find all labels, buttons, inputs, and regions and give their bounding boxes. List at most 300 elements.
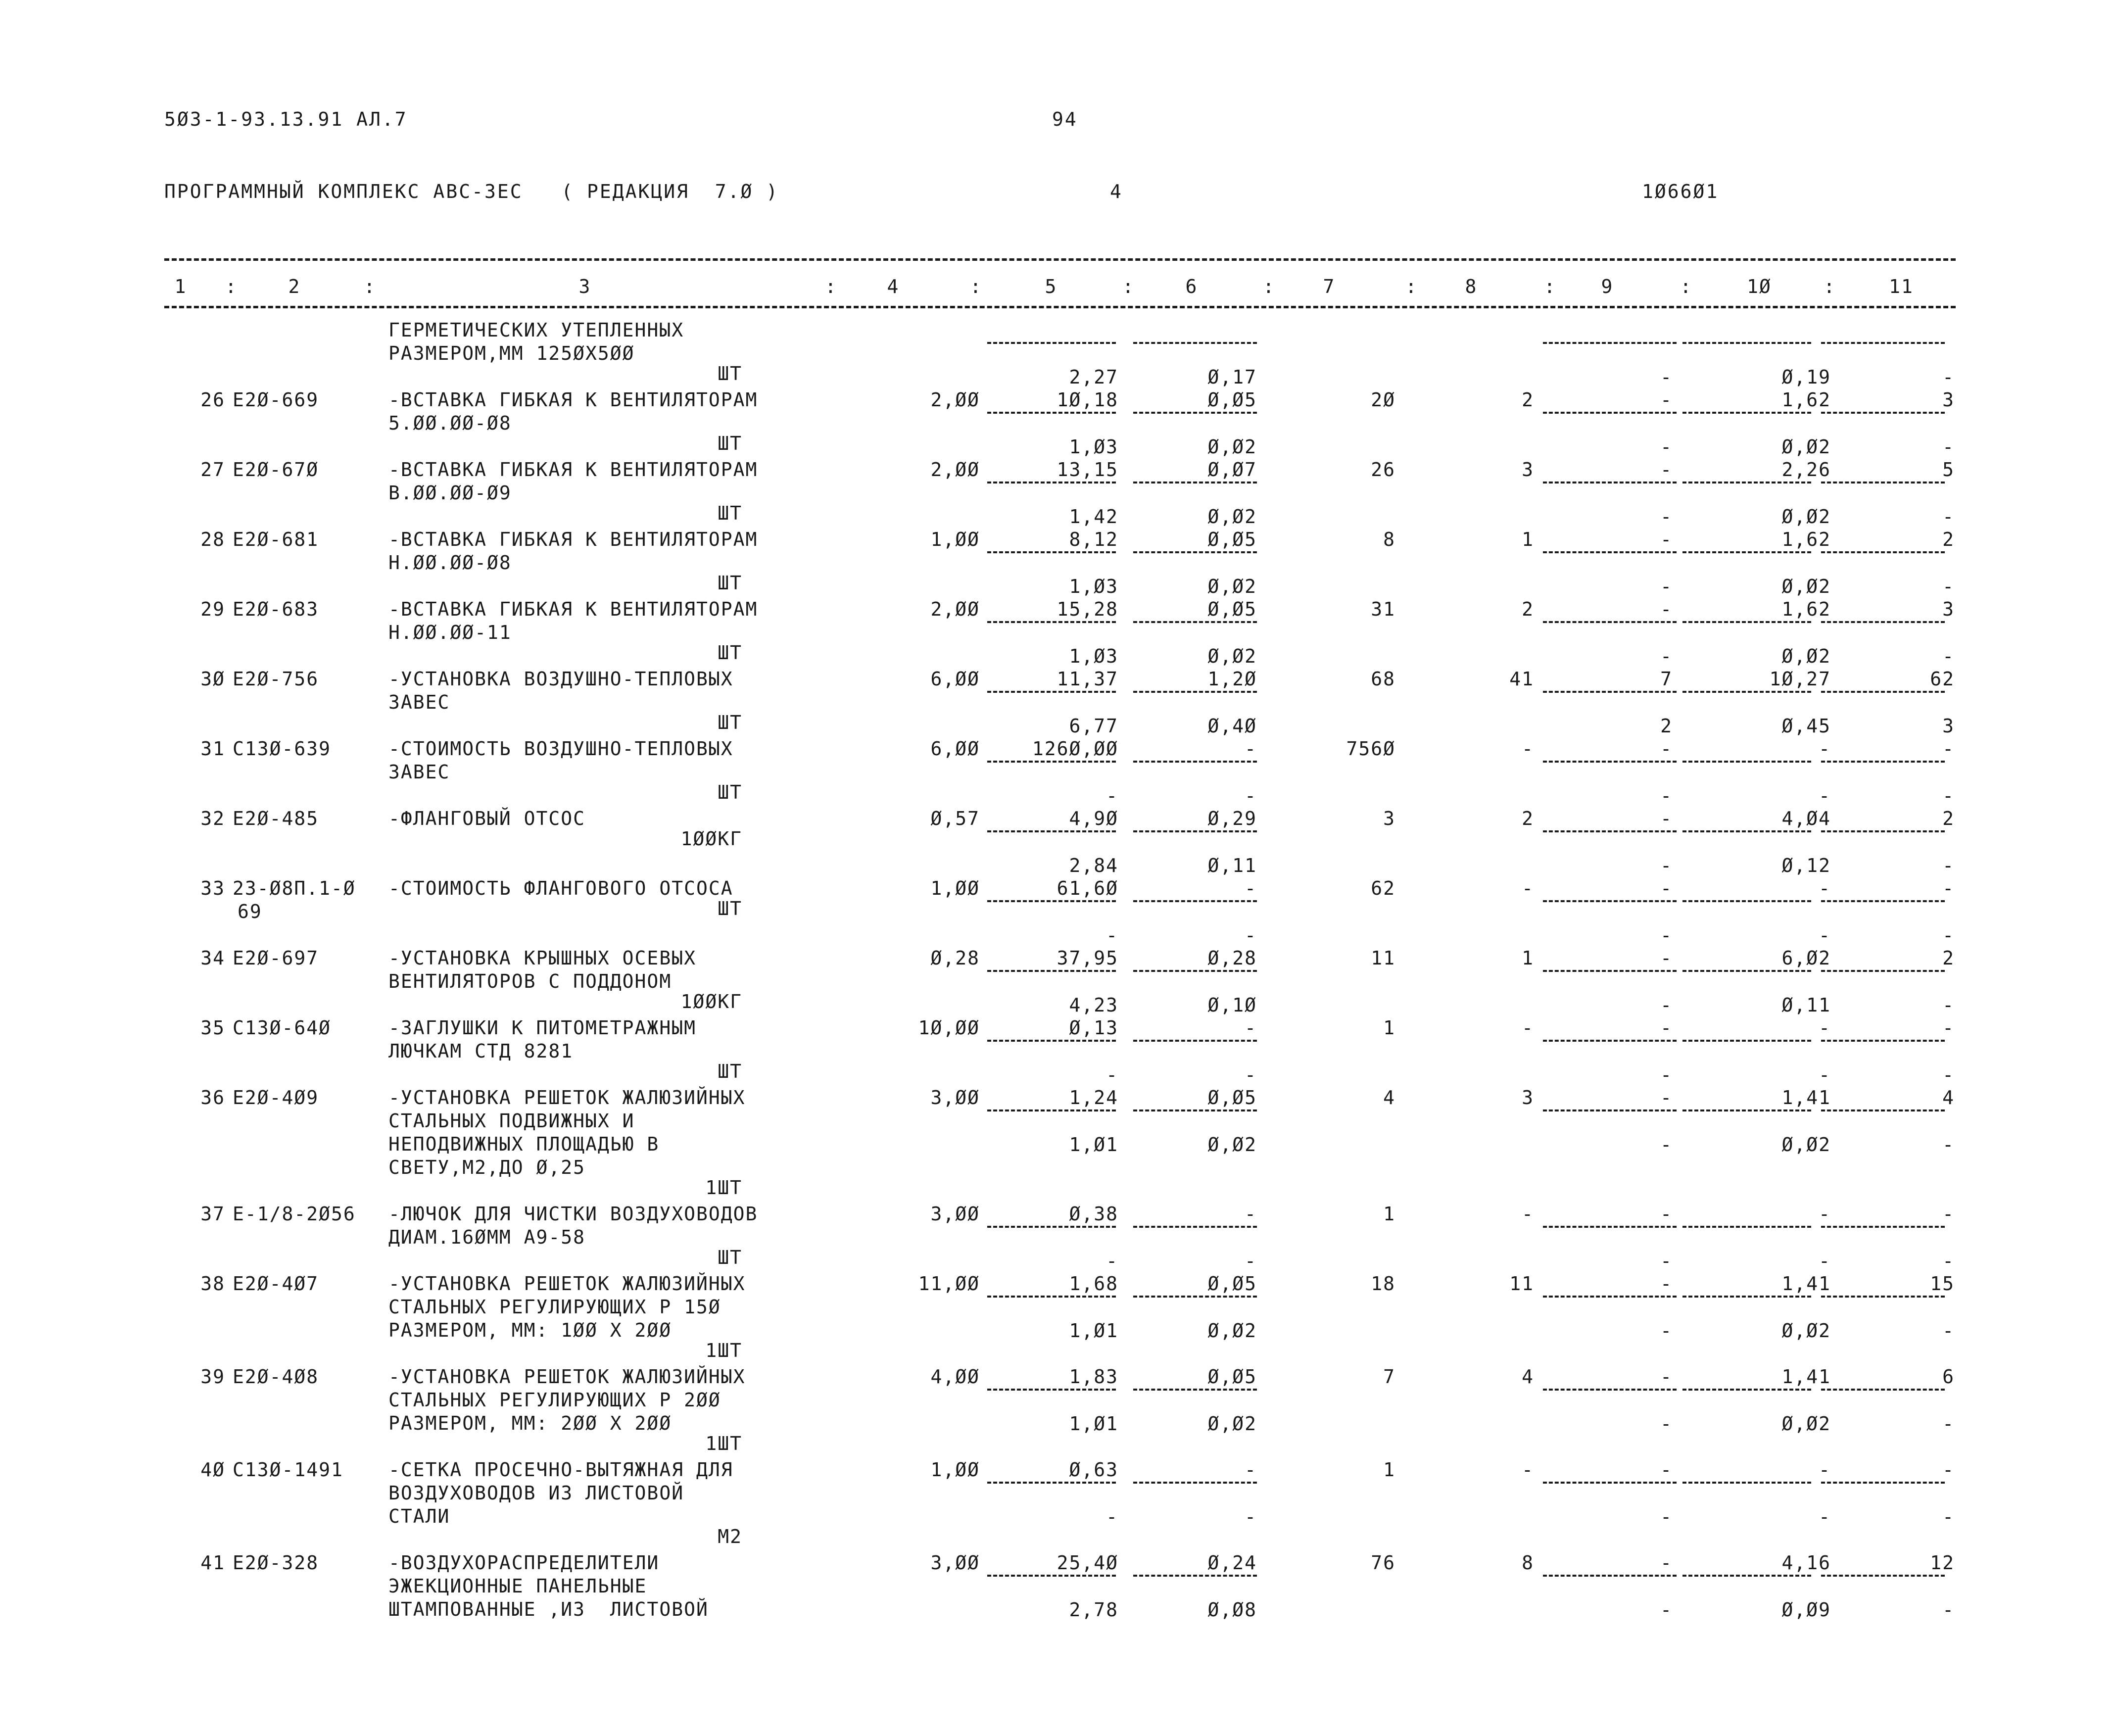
- row-number: 28: [200, 529, 225, 550]
- row-wage-cost-sub: Ø,Ø2: [1207, 645, 1257, 667]
- row-total-cost: 8: [1383, 529, 1395, 550]
- row-col9: -: [1660, 1017, 1673, 1039]
- row-total-wage: -: [1522, 877, 1534, 899]
- row-labour: -: [1819, 738, 1831, 760]
- row-total-wage: 4: [1522, 1366, 1534, 1388]
- row-unit: ШТ: [718, 363, 742, 385]
- row-unit-cost-sub: 1,Ø1: [1069, 1134, 1118, 1156]
- row-col9: -: [1660, 808, 1673, 829]
- row-col9: -: [1660, 598, 1673, 620]
- row-unit-cost-sub: 1,Ø1: [1069, 1413, 1118, 1435]
- row-unit-cost: 15,28: [1057, 598, 1118, 620]
- column-underline: [987, 342, 1116, 344]
- row-unit: ШТ: [718, 712, 742, 733]
- column-underline: [987, 551, 1116, 553]
- row-col11-sub: -: [1942, 924, 1955, 946]
- row-description-line: В.ØØ.ØØ-Ø9: [388, 482, 512, 504]
- row-code: Е2Ø-683: [233, 598, 319, 620]
- column-underline: [1821, 970, 1945, 972]
- column-header-7: 7: [1323, 276, 1336, 297]
- row-unit: 1ШТ: [705, 1340, 742, 1361]
- row-col11: 6: [1942, 1366, 1955, 1388]
- row-quantity: 2,ØØ: [930, 598, 980, 620]
- row-total-cost: 1: [1383, 1017, 1395, 1039]
- row-col11-sub: -: [1942, 506, 1955, 528]
- row-total-cost: 2Ø: [1371, 389, 1395, 411]
- row-number: 34: [200, 947, 225, 969]
- row-quantity: 1,ØØ: [930, 1459, 980, 1481]
- table-header-rule: [164, 306, 1956, 308]
- column-underline: [1821, 1226, 1945, 1228]
- row-total-wage: 3: [1522, 1087, 1534, 1109]
- column-underline: [1682, 691, 1811, 693]
- row-col9: -: [1660, 738, 1673, 760]
- column-header-11: 11: [1889, 276, 1914, 297]
- row-total-wage: -: [1522, 738, 1534, 760]
- row-total-wage: 1: [1522, 529, 1534, 550]
- row-unit-cost-sub: 1,Ø3: [1069, 645, 1118, 667]
- row-labour-sub: Ø,19: [1781, 366, 1831, 388]
- row-col11: 4: [1942, 1087, 1955, 1109]
- row-total-cost: 756Ø: [1346, 738, 1395, 760]
- row-col11-sub: -: [1942, 1064, 1955, 1086]
- column-underline: [1682, 1389, 1811, 1391]
- row-unit-cost-sub: 1,Ø3: [1069, 576, 1118, 597]
- row-code: Е2Ø-756: [233, 668, 319, 690]
- row-col11-sub: -: [1942, 785, 1955, 807]
- row-description-line: ЗАВЕС: [388, 761, 450, 783]
- row-wage-cost-sub: Ø,11: [1207, 855, 1257, 876]
- column-header-6: 6: [1185, 276, 1198, 297]
- row-wage-cost: Ø,Ø5: [1207, 1087, 1257, 1109]
- row-total-wage: 2: [1522, 389, 1534, 411]
- column-underline: [1821, 551, 1945, 553]
- row-number: 32: [200, 808, 225, 829]
- row-labour: 1,41: [1781, 1087, 1831, 1109]
- row-col11-sub: -: [1942, 1134, 1955, 1156]
- row-unit: 1ØØКГ: [680, 991, 742, 1013]
- row-col9-sub: -: [1660, 924, 1673, 946]
- column-underline: [1821, 482, 1945, 483]
- row-description-line: ГЕРМЕТИЧЕСКИХ УТЕПЛЕННЫХ: [388, 319, 684, 341]
- column-header-2: 2: [288, 276, 301, 297]
- column-separator: :: [1405, 276, 1418, 297]
- row-col9-sub: -: [1660, 1064, 1673, 1086]
- row-labour-sub: -: [1819, 1506, 1831, 1528]
- row-code: Е2Ø-681: [233, 529, 319, 550]
- row-total-cost: 3: [1383, 808, 1395, 829]
- row-total-cost: 7: [1383, 1366, 1395, 1388]
- row-description-line: -СЕТКА ПРОСЕЧНО-ВЫТЯЖНАЯ ДЛЯ: [388, 1459, 733, 1481]
- column-underline: [1821, 342, 1945, 344]
- row-unit: 1ØØКГ: [680, 828, 742, 850]
- row-description-line: -УСТАНОВКА РЕШЕТОК ЖАЛЮЗИЙНЫХ: [388, 1273, 746, 1295]
- row-quantity: 2,ØØ: [930, 389, 980, 411]
- column-underline: [987, 900, 1116, 902]
- row-wage-cost-sub: Ø,Ø2: [1207, 506, 1257, 528]
- row-col9: -: [1660, 1552, 1673, 1574]
- document-id: 1Ø66Ø1: [1642, 181, 1719, 202]
- row-total-cost: 31: [1371, 598, 1395, 620]
- column-underline: [1133, 691, 1257, 693]
- row-col9: -: [1660, 1273, 1673, 1295]
- row-number: 4Ø: [200, 1459, 225, 1481]
- row-col11: 5: [1942, 459, 1955, 481]
- row-wage-cost: Ø,29: [1207, 808, 1257, 829]
- column-underline: [987, 830, 1116, 832]
- row-unit-cost-sub: -: [1106, 785, 1118, 807]
- row-unit-cost: Ø,38: [1069, 1203, 1118, 1225]
- column-header-4: 4: [887, 276, 900, 297]
- row-description-line: СТАЛИ: [388, 1505, 450, 1527]
- row-col11: 3: [1942, 389, 1955, 411]
- column-underline: [1821, 691, 1945, 693]
- row-description-line: ЛЮЧКАМ СТД 8281: [388, 1040, 574, 1062]
- row-code: С13Ø-639: [233, 738, 332, 760]
- row-labour: -: [1819, 1017, 1831, 1039]
- column-underline: [1133, 830, 1257, 832]
- column-underline: [1682, 1482, 1811, 1484]
- row-unit-cost: 1,68: [1069, 1273, 1118, 1295]
- row-labour: -: [1819, 877, 1831, 899]
- row-unit-cost: 8,12: [1069, 529, 1118, 550]
- column-underline: [1682, 900, 1811, 902]
- column-underline: [1543, 691, 1677, 693]
- row-description-line: 5.ØØ.ØØ-Ø8: [388, 412, 512, 434]
- column-underline: [1821, 761, 1945, 763]
- row-col9-sub: -: [1660, 1599, 1673, 1621]
- row-unit-cost-sub: 2,78: [1069, 1599, 1118, 1621]
- row-col11: 2: [1942, 947, 1955, 969]
- row-labour: 1,41: [1781, 1273, 1831, 1295]
- row-description-line: ВЕНТИЛЯТОРОВ С ПОДДОНОМ: [388, 970, 672, 992]
- row-col11-sub: -: [1942, 576, 1955, 597]
- column-underline: [1543, 1226, 1677, 1228]
- row-code: Е-1/8-2Ø56: [233, 1203, 356, 1225]
- row-col11-sub: -: [1942, 994, 1955, 1016]
- row-unit-cost-sub: 1,42: [1069, 506, 1118, 528]
- row-total-wage: 3: [1522, 459, 1534, 481]
- column-underline: [987, 761, 1116, 763]
- column-underline: [1682, 1226, 1811, 1228]
- row-description-line: ЗАВЕС: [388, 691, 450, 713]
- row-unit: ШТ: [718, 898, 742, 919]
- row-number: 27: [200, 459, 225, 481]
- row-labour-sub: Ø,11: [1781, 994, 1831, 1016]
- row-quantity: 6,ØØ: [930, 668, 980, 690]
- column-underline: [1133, 761, 1257, 763]
- column-underline: [1682, 482, 1811, 483]
- row-description-line: СТАЛЬНЫХ ПОДВИЖНЫХ И: [388, 1110, 635, 1132]
- column-underline: [987, 970, 1116, 972]
- row-number: 29: [200, 598, 225, 620]
- row-unit-cost-sub: -: [1106, 924, 1118, 946]
- row-description-line: РАЗМЕРОМ,ММ 125ØХ5ØØ: [388, 342, 635, 364]
- column-underline: [1543, 761, 1677, 763]
- row-unit-cost: 13,15: [1057, 459, 1118, 481]
- row-wage-cost: -: [1245, 738, 1257, 760]
- row-wage-cost-sub: Ø,Ø2: [1207, 1413, 1257, 1435]
- row-col9: -: [1660, 877, 1673, 899]
- column-underline: [1682, 621, 1811, 623]
- row-labour: 1,62: [1781, 389, 1831, 411]
- row-quantity: 3,ØØ: [930, 1552, 980, 1574]
- row-unit-cost: 1Ø,18: [1057, 389, 1118, 411]
- column-underline: [987, 1296, 1116, 1298]
- row-number: 3Ø: [200, 668, 225, 690]
- column-underline: [1821, 1575, 1945, 1577]
- row-wage-cost: Ø,Ø7: [1207, 459, 1257, 481]
- row-description-line: РАЗМЕРОМ, ММ: 2ØØ Х 2ØØ: [388, 1412, 672, 1434]
- row-unit-cost: Ø,63: [1069, 1459, 1118, 1481]
- row-col11-sub: -: [1942, 366, 1955, 388]
- row-quantity: Ø,28: [930, 947, 980, 969]
- row-col9: -: [1660, 389, 1673, 411]
- row-code: С13Ø-1491: [233, 1459, 343, 1481]
- row-description-line: -ЛЮЧОК ДЛЯ ЧИСТКИ ВОЗДУХОВОДОВ: [388, 1203, 758, 1225]
- column-header-3: 3: [578, 276, 591, 297]
- row-col11: 3: [1942, 598, 1955, 620]
- row-labour-sub: Ø,Ø9: [1781, 1599, 1831, 1621]
- row-number: 26: [200, 389, 225, 411]
- row-col11-sub: -: [1942, 1599, 1955, 1621]
- row-description-line: -ВОЗДУХОРАСПРЕДЕЛИТЕЛИ: [388, 1552, 660, 1574]
- row-labour: -: [1819, 1459, 1831, 1481]
- column-separator: :: [225, 276, 238, 297]
- document-code: 5Ø3-1-93.13.91 АЛ.7: [164, 108, 408, 130]
- row-wage-cost-sub: -: [1245, 924, 1257, 946]
- column-separator: :: [1680, 276, 1692, 297]
- row-unit-cost-sub: -: [1106, 1506, 1118, 1528]
- row-unit-cost: 11,37: [1057, 668, 1118, 690]
- row-wage-cost: Ø,Ø5: [1207, 1273, 1257, 1295]
- row-labour-sub: -: [1819, 924, 1831, 946]
- row-labour-sub: Ø,12: [1781, 855, 1831, 876]
- row-col9-sub: -: [1660, 1320, 1673, 1342]
- column-underline: [1821, 900, 1945, 902]
- column-separator: :: [1544, 276, 1556, 297]
- column-underline: [1821, 621, 1945, 623]
- row-wage-cost-sub: Ø,1Ø: [1207, 994, 1257, 1016]
- row-labour: 1Ø,27: [1769, 668, 1831, 690]
- table-top-rule: [164, 258, 1956, 261]
- column-underline: [1133, 1482, 1257, 1484]
- row-unit: 1ШТ: [705, 1177, 742, 1199]
- row-wage-cost: -: [1245, 1017, 1257, 1039]
- column-underline: [1821, 412, 1945, 414]
- row-labour-sub: -: [1819, 1064, 1831, 1086]
- column-underline: [1133, 621, 1257, 623]
- row-total-cost: 11: [1371, 947, 1395, 969]
- row-col11: 12: [1930, 1552, 1955, 1574]
- row-col11: 2: [1942, 808, 1955, 829]
- row-unit-cost: 61,6Ø: [1057, 877, 1118, 899]
- row-wage-cost-sub: Ø,Ø2: [1207, 1320, 1257, 1342]
- row-description-line: Н.ØØ.ØØ-Ø8: [388, 552, 512, 574]
- row-number: 31: [200, 738, 225, 760]
- row-wage-cost-sub: -: [1245, 1250, 1257, 1272]
- row-col9: 7: [1660, 668, 1673, 690]
- row-code: С13Ø-64Ø: [233, 1017, 332, 1039]
- row-col9-sub: -: [1660, 366, 1673, 388]
- row-code: Е2Ø-4Ø7: [233, 1273, 319, 1295]
- column-underline: [1682, 970, 1811, 972]
- row-unit: ШТ: [718, 642, 742, 664]
- row-col11: 2: [1942, 529, 1955, 550]
- column-underline: [1543, 900, 1677, 902]
- column-underline: [987, 482, 1116, 483]
- column-underline: [1543, 551, 1677, 553]
- row-wage-cost: Ø,28: [1207, 947, 1257, 969]
- column-underline: [1682, 761, 1811, 763]
- column-underline: [1133, 1389, 1257, 1391]
- row-labour-sub: Ø,Ø2: [1781, 436, 1831, 458]
- column-underline: [1133, 1296, 1257, 1298]
- row-labour-sub: Ø,45: [1781, 715, 1831, 737]
- row-col11-sub: -: [1942, 436, 1955, 458]
- row-col9: -: [1660, 529, 1673, 550]
- column-header-9: 9: [1601, 276, 1614, 297]
- row-labour-sub: Ø,Ø2: [1781, 1413, 1831, 1435]
- column-underline: [1682, 1575, 1811, 1577]
- row-wage-cost-sub: Ø,17: [1207, 366, 1257, 388]
- row-total-wage: -: [1522, 1017, 1534, 1039]
- row-unit: М2: [718, 1526, 742, 1547]
- row-number: 33: [200, 877, 225, 899]
- row-wage-cost-sub: Ø,Ø2: [1207, 576, 1257, 597]
- row-quantity: 3,ØØ: [930, 1087, 980, 1109]
- row-description-line: -УСТАНОВКА РЕШЕТОК ЖАЛЮЗИЙНЫХ: [388, 1087, 746, 1109]
- row-col9-sub: -: [1660, 785, 1673, 807]
- column-header-8: 8: [1465, 276, 1478, 297]
- row-wage-cost-sub: Ø,Ø2: [1207, 436, 1257, 458]
- row-col9-sub: -: [1660, 1506, 1673, 1528]
- row-unit-cost: 1,83: [1069, 1366, 1118, 1388]
- row-code: Е2Ø-485: [233, 808, 319, 829]
- row-quantity: 1,ØØ: [930, 529, 980, 550]
- row-labour: 4,Ø4: [1781, 808, 1831, 829]
- row-quantity: 1,ØØ: [930, 877, 980, 899]
- row-total-cost: 76: [1371, 1552, 1395, 1574]
- row-quantity: 3,ØØ: [930, 1203, 980, 1225]
- row-code-continuation: 69: [238, 901, 262, 922]
- column-underline: [987, 1226, 1116, 1228]
- row-col11-sub: -: [1942, 1250, 1955, 1272]
- column-underline: [1133, 412, 1257, 414]
- program-title: ПРОГРАММНЫЙ КОМПЛЕКС АВС-3ЕС ( РЕДАКЦИЯ 7.Ø ): [164, 181, 779, 202]
- column-underline: [1543, 1389, 1677, 1391]
- row-col9: -: [1660, 1087, 1673, 1109]
- row-description-line: Н.ØØ.ØØ-11: [388, 622, 512, 643]
- row-col11-sub: -: [1942, 645, 1955, 667]
- column-underline: [1543, 1296, 1677, 1298]
- row-col9-sub: -: [1660, 506, 1673, 528]
- column-underline: [987, 1389, 1116, 1391]
- row-unit: ШТ: [718, 1061, 742, 1082]
- row-wage-cost: Ø,Ø5: [1207, 389, 1257, 411]
- row-unit-cost: Ø,13: [1069, 1017, 1118, 1039]
- row-number: 37: [200, 1203, 225, 1225]
- column-underline: [1543, 482, 1677, 483]
- row-wage-cost: Ø,Ø5: [1207, 529, 1257, 550]
- row-labour: 1,62: [1781, 598, 1831, 620]
- row-wage-cost: Ø,Ø5: [1207, 1366, 1257, 1388]
- column-separator: :: [1122, 276, 1135, 297]
- row-total-cost: 62: [1371, 877, 1395, 899]
- column-underline: [1543, 1040, 1677, 1042]
- row-wage-cost: 1,2Ø: [1207, 668, 1257, 690]
- column-underline: [1543, 970, 1677, 972]
- row-unit-cost: 126Ø,ØØ: [1032, 738, 1118, 760]
- row-quantity: 2,ØØ: [930, 459, 980, 481]
- row-unit: ШТ: [718, 1247, 742, 1268]
- column-underline: [1821, 830, 1945, 832]
- row-total-cost: 26: [1371, 459, 1395, 481]
- row-description-line: НЕПОДВИЖНЫХ ПЛОЩАДЬЮ В: [388, 1133, 660, 1155]
- column-underline: [1133, 1109, 1257, 1111]
- column-underline: [1821, 1296, 1945, 1298]
- row-description-line: -ЗАГЛУШКИ К ПИТОМЕТРАЖНЫМ: [388, 1017, 696, 1039]
- row-wage-cost-sub: -: [1245, 1064, 1257, 1086]
- row-unit: ШТ: [718, 433, 742, 454]
- row-number: 35: [200, 1017, 225, 1039]
- row-unit-cost-sub: 2,84: [1069, 855, 1118, 876]
- row-labour-sub: Ø,Ø2: [1781, 576, 1831, 597]
- column-header-10: 1Ø: [1747, 276, 1772, 297]
- row-col11: -: [1942, 1459, 1955, 1481]
- row-col9: -: [1660, 1366, 1673, 1388]
- row-col11-sub: -: [1942, 855, 1955, 876]
- row-wage-cost: Ø,24: [1207, 1552, 1257, 1574]
- column-underline: [1543, 412, 1677, 414]
- row-quantity: 4,ØØ: [930, 1366, 980, 1388]
- column-header-1: 1: [174, 276, 187, 297]
- row-description-line: ДИАМ.16ØММ А9-58: [388, 1226, 586, 1248]
- column-underline: [987, 1482, 1116, 1484]
- column-underline: [1682, 1109, 1811, 1111]
- column-underline: [1543, 830, 1677, 832]
- row-description-line: ВОЗДУХОВОДОВ ИЗ ЛИСТОВОЙ: [388, 1482, 684, 1504]
- row-description-line: -СТОИМОСТЬ ФЛАНГОВОГО ОТСОСА: [388, 877, 733, 899]
- column-underline: [1133, 1575, 1257, 1577]
- row-col11-sub: 3: [1942, 715, 1955, 737]
- column-underline: [1133, 1226, 1257, 1228]
- row-total-wage: 2: [1522, 808, 1534, 829]
- column-underline: [987, 412, 1116, 414]
- row-unit-cost-sub: 1,Ø1: [1069, 1320, 1118, 1342]
- row-total-wage: 8: [1522, 1552, 1534, 1574]
- row-labour-sub: Ø,Ø2: [1781, 645, 1831, 667]
- row-labour-sub: -: [1819, 1250, 1831, 1272]
- column-underline: [1133, 970, 1257, 972]
- column-separator: :: [970, 276, 982, 297]
- row-labour: -: [1819, 1203, 1831, 1225]
- row-total-wage: -: [1522, 1203, 1534, 1225]
- row-code: Е2Ø-67Ø: [233, 459, 319, 481]
- row-wage-cost-sub: -: [1245, 1506, 1257, 1528]
- row-unit-cost-sub: -: [1106, 1064, 1118, 1086]
- row-col9: -: [1660, 459, 1673, 481]
- row-col9-sub: 2: [1660, 715, 1673, 737]
- row-labour: 2,26: [1781, 459, 1831, 481]
- column-underline: [1682, 830, 1811, 832]
- row-quantity: 6,ØØ: [930, 738, 980, 760]
- column-underline: [1682, 551, 1811, 553]
- row-description-line: -ФЛАНГОВЫЙ ОТСОС: [388, 808, 586, 829]
- column-underline: [1543, 1482, 1677, 1484]
- row-quantity: Ø,57: [930, 808, 980, 829]
- column-underline: [1821, 1389, 1945, 1391]
